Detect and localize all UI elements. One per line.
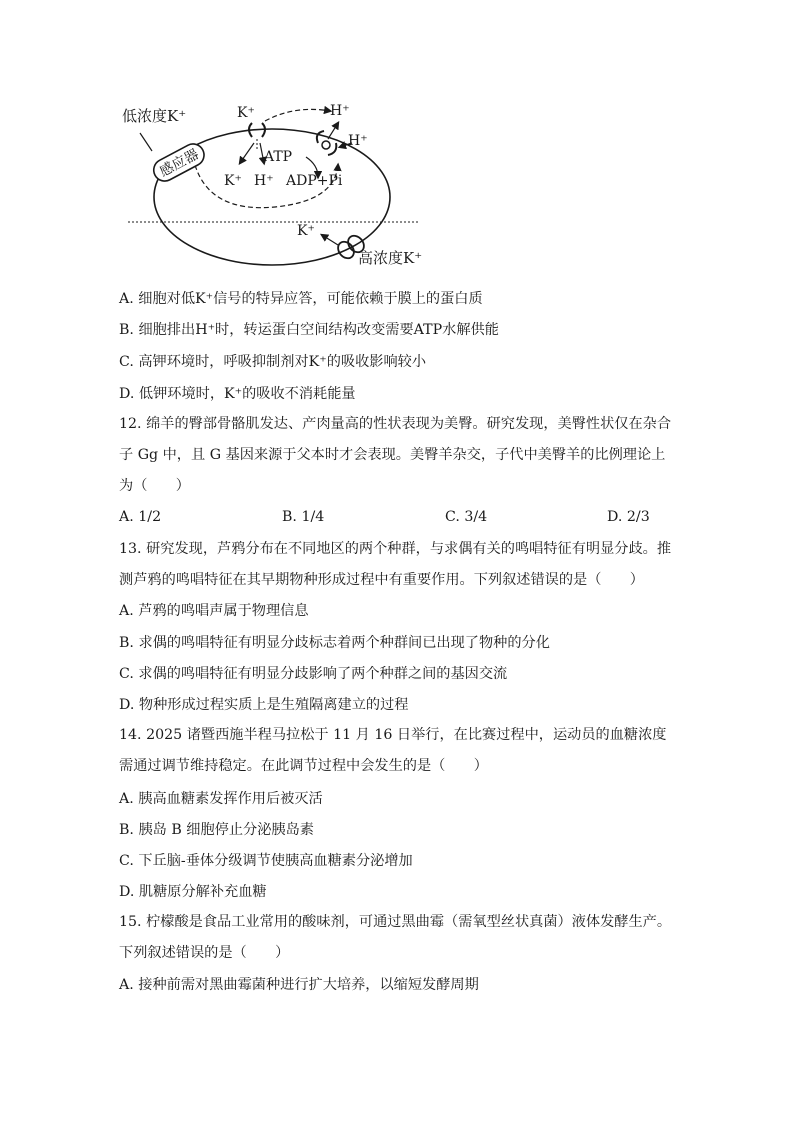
q11-option-b: B. 细胞排出H⁺时，转运蛋白空间结构改变需要ATP水解供能 (119, 322, 499, 338)
sensor-label: 感应器 (157, 146, 202, 181)
q11-option-d: D. 低钾环境时，K⁺的吸收不消耗能量 (119, 386, 356, 402)
q12-stem: 12. 绵羊的臀部骨骼肌发达、产肉量高的性状表现为美臀。研究发现，美臀性状仅在杂合子 Gg 中，且 G 基因来源于父本时才会表现。美臀羊杂交，子代中美臀羊的比例理论上为（ ） (119, 416, 672, 494)
q15-stem: 15. 柠檬酸是食品工业常用的酸味剂，可通过黑曲霉（需氧型丝状真菌）液体发酵生产。下列叙述错误的是（ ） (119, 914, 672, 961)
q12-option-b: B. 1/4 (282, 509, 325, 525)
q13-option-a: A. 芦鸦的鸣唱声属于物理信息 (119, 603, 309, 619)
k-low-in-label: K⁺ (297, 223, 315, 239)
q14-option-d: D. 肌糖原分解补充血糖 (119, 884, 267, 900)
arrow-k-low-in (322, 235, 338, 245)
k-top-label: K⁺ (237, 105, 255, 121)
membrane-transport-figure (100, 95, 440, 275)
k-in-label: K⁺ (224, 173, 242, 189)
q11-option-c: C. 高钾环境时，呼吸抑制剂对K⁺的吸收影响较小 (119, 354, 427, 370)
sensor-capsule (150, 140, 208, 185)
q12-option-d: D. 2/3 (607, 509, 650, 525)
q13-option-b: B. 求偶的鸣唱特征有明显分歧标志着两个种群间已出现了物种的分化 (119, 635, 550, 651)
cell-diagram (100, 95, 440, 275)
high-concentration-label: 高浓度K⁺ (358, 249, 423, 267)
low-concentration-label: 低浓度K⁺ (122, 107, 187, 125)
adp-pi-label: ADP+Pi (286, 173, 343, 189)
q12-option-a: A. 1/2 (119, 509, 162, 525)
h-in-label: H⁺ (254, 173, 274, 189)
q12-option-c: C. 3/4 (445, 509, 488, 525)
h-right-label: H⁺ (348, 133, 368, 149)
q14-stem: 14. 2025 诸暨西施半程马拉松于 11 月 16 日举行，在比赛过程中，运动员的血糖浓度需通过调节维持稳定。在此调节过程中会发生的是（ ） (119, 727, 667, 774)
q15-option-a: A. 接种前需对黑曲霉菌种进行扩大培养，以缩短发酵周期 (119, 977, 479, 993)
q14-option-b: B. 胰岛 B 细胞停止分泌胰岛素 (119, 822, 314, 838)
q14-option-a: A. 胰高血糖素发挥作用后被灭活 (119, 791, 323, 807)
atp-label: ATP (264, 149, 293, 165)
arrow-h-out (328, 123, 338, 139)
q14-option-c: C. 下丘脑-垂体分级调节使胰高血糖素分泌增加 (119, 853, 413, 869)
k-to-h-dashed-arrow (265, 109, 330, 121)
h-out-label: H⁺ (330, 103, 350, 119)
q13-option-c: C. 求偶的鸣唱特征有明显分歧影响了两个种群之间的基因交流 (119, 666, 508, 682)
arrow-k-in (240, 143, 254, 163)
arrow-sensor (140, 133, 152, 151)
q13-option-d: D. 物种形成过程实质上是生殖隔离建立的过程 (119, 697, 409, 713)
q13-stem: 13. 研究发现，芦鸦分布在不同地区的两个种群，与求偶有关的鸣唱特征有明显分歧。推测芦鸦的鸣唱特征在其早期物种形成过程中有重要作用。下列叙述错误的是（ ） (119, 541, 672, 588)
q11-option-a: A. 细胞对低K⁺信号的特异应答，可能依赖于膜上的蛋白质 (119, 291, 483, 307)
